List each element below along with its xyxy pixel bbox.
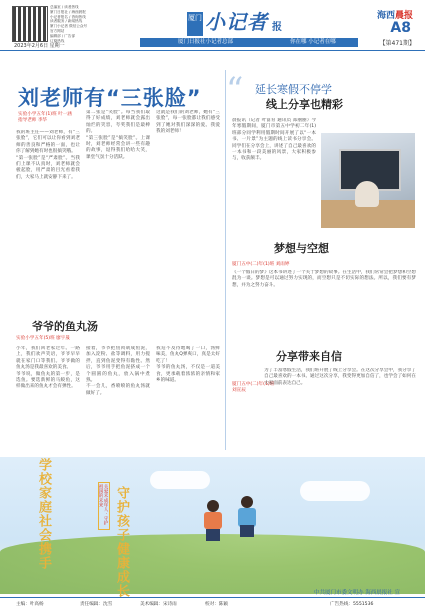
contact-line: 读者服务 / 新闻热线 [50, 19, 83, 24]
grandpa-byline: 实验小学五年(5)班 廖宇晟 [16, 336, 70, 341]
grandpa-col-3: 我迫不及待地喝了一口，汤鲜味美，鱼丸Q弹爽口，真是太好吃了！ 爷爷的鱼丸汤，不仅是一道美食，更承载着浓浓的亲情和家乡的味道。 [156, 346, 220, 384]
share-body: 为了丰富寒假生活，我们班开展了线上分享会。在这次分享会中，我分享了自己最喜欢的一本书。通过这次分享，我变得更加自信了，也学会了如何在大家面前表达自己。 [264, 368, 416, 386]
online-headline: 线上分享也精彩 [266, 98, 343, 111]
footer-ad: 广告热线：5551536 [330, 602, 374, 607]
share-headline: 分享带来自信 [276, 350, 342, 363]
grandpa-headline: 爷爷的鱼丸汤 [32, 320, 98, 333]
main-headline: 刘老师有“三张脸” [18, 86, 202, 110]
masthead: 小记者 [205, 10, 268, 34]
footer-responsible: 责任编辑：沈雪 [80, 602, 113, 607]
dream-body: 《一个假日的梦》这本书讲述了一个关于梦想的故事。在生活中，我们常常会把梦想和空想混为一谈。梦想是可以通过努力实现的，而空想只是不切实际的想法。所以，我们要有梦想，并为之努力奋斗。 [232, 270, 416, 288]
online-subtitle: 延长寒假不停学 [255, 83, 332, 96]
page-number: A8 [390, 20, 411, 36]
contact-line: 总编室 / 读者热线 [50, 5, 79, 9]
cloud [150, 471, 210, 489]
header-rule [0, 50, 425, 51]
main-col-3: 这就是我们的刘老师，她有“三张脸”，每一张脸都让我们感受到了她对我们深深的爱。我爱我的刘老师！ [156, 110, 220, 135]
page-footer [0, 597, 425, 611]
contact-line: 官方网站 [50, 28, 65, 33]
grass-hill [0, 534, 425, 594]
brand-right: 晨报 [394, 11, 413, 21]
footer-editor: 主编：叶高杨 [16, 602, 44, 607]
slogan-vertical-2: 守护孩子健康成长 [114, 486, 129, 598]
child-figure [234, 496, 260, 540]
issue-number: 【第471期】 [379, 40, 415, 47]
online-class-photo [321, 133, 415, 228]
contact-line: 订阅热线 [50, 38, 65, 43]
student-figure [355, 181, 379, 207]
qr-code [12, 6, 48, 42]
issue-date: 2023年2月6日 星期一 [14, 43, 65, 49]
contact-line: 厦门日报社 / 海西晨报 [50, 9, 86, 14]
dream-byline: 厦门五中(二)年(1)班 刘雨婷 [232, 262, 290, 267]
online-body: 晨报讯（记者 叶富育 通讯员 郑丽丽）今年寒假期间，厦门市第五中学初二年(1)班部分同学利用假期时间开展了以“一本书、一片景”为主题的线上读书分享会。同学们在分享会上，讲述了自己最喜欢的一本书和一段美丽的风景，大家积极参与，收获颇丰。 [232, 118, 316, 162]
main-col-2: 第二张是“笑脸”。每当我们取得了好成绩，刘老师就会露出灿烂的笑容，夸奖我们是最棒的。 “第三张脸”是“搞笑脸”。上课时，刘老师经常会讲一些有趣的故事，逗得我们哈哈大笑，课堂气氛十分活跃。 [86, 110, 150, 160]
feature-credit: 中共厦门市委文明办 海西晨报社 宣 [314, 590, 400, 596]
main-byline: 实验小学五年(1)班 叶一涵 指导老师 李华 [18, 112, 72, 123]
dream-headline: 梦想与空想 [274, 242, 329, 255]
masthead-suffix: 报 [272, 22, 282, 33]
quote-mark-decoration: “ [226, 70, 244, 110]
city-tag: 厦门 [187, 12, 203, 36]
contact-line: 厦门小记者 微信公众号 [50, 24, 88, 29]
footer-art: 美术编辑：宋诗雨 [140, 602, 177, 607]
slogan-vertical-1: 学校家庭社会携手 [36, 458, 51, 570]
slogan-box: 关爱未成年人 · 守护祖国的未来 [98, 482, 110, 530]
contact-line: 编辑部 / 广告部 [50, 33, 76, 38]
share-byline: 厦门五中(二)年(1)班 刘宣辰 [232, 382, 275, 393]
child-figure [200, 500, 226, 540]
band-left: 厦门日报社小记者总部 [178, 39, 234, 45]
grandpa-col-2: 接着，爷爷把鱼肉剁成鱼泥，加入淀粉、盐等调料，用力搅拌，直到鱼泥变得有黏性。然后，爷爷用手把鱼泥挤成一个个圆圆的鱼丸，放入锅中煮熟。 不一会儿，香喷喷的鱼丸汤就做好了。 [86, 346, 150, 396]
band-right: 你在哪 小记者在哪 [290, 39, 336, 45]
grandpa-col-1: 小年，我们回老家过年。一路上，我们欢声笑语，爷爷早早就在家门口等我们。爷爷做的鱼丸汤是我最喜欢的美食。 爷爷说，做鱼丸的第一步，是选鱼。要选新鲜的马鲛鱼，这样做出来的鱼丸才会有弹性。 [16, 346, 80, 390]
column-divider [225, 70, 226, 450]
contact-info [50, 5, 132, 43]
contact-line: 小记者报名 / 咨询热线 [50, 14, 86, 19]
header-band [140, 38, 358, 47]
cloud [300, 481, 370, 501]
main-col-1: 我的班主任——刘老师，有“三张脸”，它们可以让你看到刘老师的善良和严格的一面，也让你了解到她有时也很搞笑哦。 “第一张脸”是“严肃脸”。当我们上课不认真时，刘老师就会板起脸，用严肃的目光看着我们，大家马上就安静下来了。 [16, 130, 80, 180]
brand-left: 海西 [376, 11, 395, 21]
footer-proof: 校对：陈颖 [205, 602, 228, 607]
